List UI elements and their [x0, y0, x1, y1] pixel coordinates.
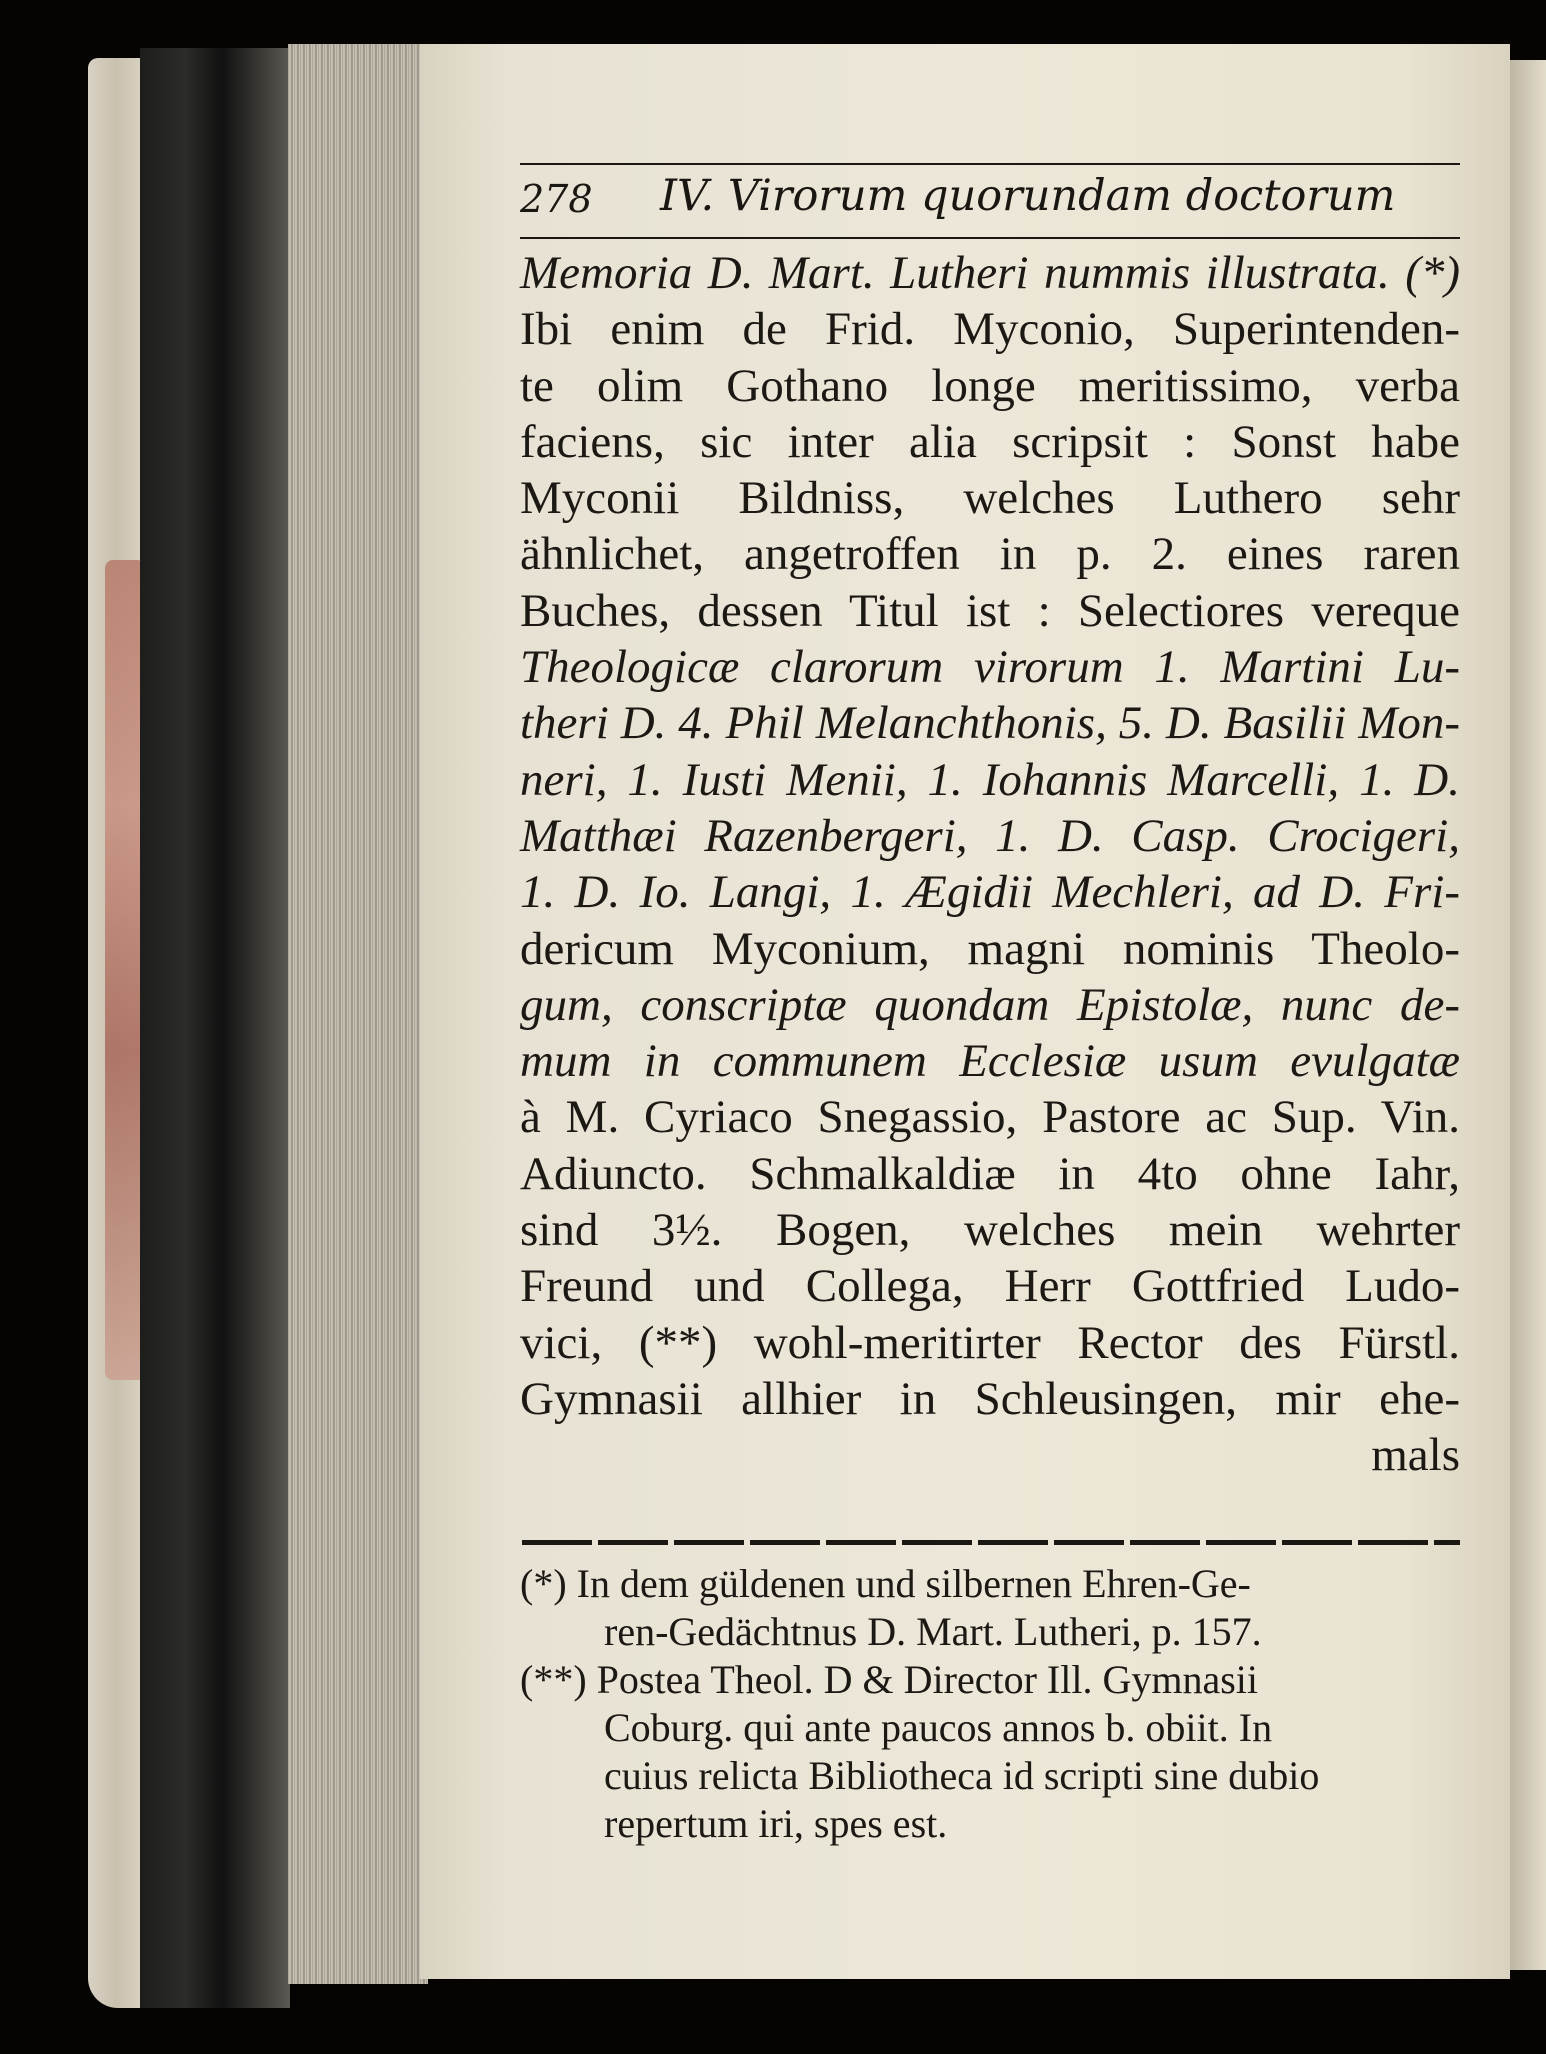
footnote-line: Coburg. qui ante paucos annos b. obiit. In	[604, 1705, 1273, 1750]
text-line: Matthæi Razenbergeri, 1. D. Casp. Crocigeri,	[520, 809, 1460, 862]
catchword: mals	[1371, 1429, 1460, 1482]
facing-page-edge	[1510, 60, 1546, 1970]
footnote-line: (*) In dem güldenen und silbernen Ehren-Ge-	[520, 1561, 1251, 1606]
footnote-line: cuius relicta Bibliotheca id scripti sine dubio	[604, 1753, 1320, 1798]
text-line: Memoria D. Mart. Lutheri nummis illustrata. (*)	[520, 247, 1460, 299]
main-text	[520, 245, 1460, 1484]
running-title: IV. Virorum quorundam doctorum	[660, 171, 1396, 221]
text-line: vici, (**) wohl-meritirter Rector des Fürstl.	[520, 1316, 1460, 1369]
text-line: Adiuncto. Schmalkaldiæ in 4to ohne Iahr,	[520, 1147, 1460, 1200]
text-line: mum in communem Ecclesiæ usum evulgatæ	[520, 1035, 1460, 1088]
text-line: gum, conscriptæ quondam Epistolæ, nunc de-	[520, 978, 1460, 1031]
footnote-line: ren-Gedächtnus D. Mart. Lutheri, p. 157.	[604, 1609, 1262, 1654]
cover-stain	[105, 560, 145, 1380]
text-line: Gymnasii allhier in Schleusingen, mir ehe-	[520, 1372, 1460, 1425]
page-block-edge	[140, 48, 290, 2008]
text-line: à M. Cyriaco Snegassio, Pastore ac Sup. Vin.	[520, 1091, 1460, 1144]
text-line: neri, 1. Iusti Menii, 1. Iohannis Marcelli, 1. D.	[520, 753, 1460, 806]
text-line: Myconii Bildniss, welches Luthero sehr	[520, 472, 1460, 525]
text-line: dericum Myconium, magni nominis Theolo-	[520, 922, 1460, 975]
text-line: theri D. 4. Phil Melanchthonis, 5. D. Basilii Mon-	[520, 697, 1460, 750]
text-line: ähnlichet, angetroffen in p. 2. eines raren	[520, 528, 1460, 581]
footnote-line: repertum iri, spes est.	[604, 1801, 948, 1846]
text-line: 1. D. Io. Langi, 1. Ægidii Mechleri, ad D. Fri-	[520, 866, 1460, 919]
page-number: 278	[520, 177, 593, 221]
footnote-rule	[522, 1540, 1460, 1545]
text-line: Freund und Collega, Herr Gottfried Ludo-	[520, 1260, 1460, 1313]
text-line: Ibi enim de Frid. Myconio, Superintenden-	[520, 303, 1460, 356]
page-header	[520, 163, 1460, 239]
text-line: faciens, sic inter alia scripsit : Sonst habe	[520, 415, 1460, 468]
text-line: Theologicæ clarorum virorum 1. Martini Lu-	[520, 641, 1460, 694]
footnotes	[520, 1560, 1465, 1848]
page-stack-edges	[288, 44, 428, 1984]
text-line: Buches, dessen Titul ist : Selectiores vereque	[520, 584, 1460, 637]
text-line: te olim Gothano longe meritissimo, verba	[520, 359, 1460, 412]
text-line: sind 3½. Bogen, welches mein wehrter	[520, 1204, 1460, 1257]
footnote-line: (**) Postea Theol. D & Director Ill. Gymnasii	[520, 1657, 1259, 1702]
